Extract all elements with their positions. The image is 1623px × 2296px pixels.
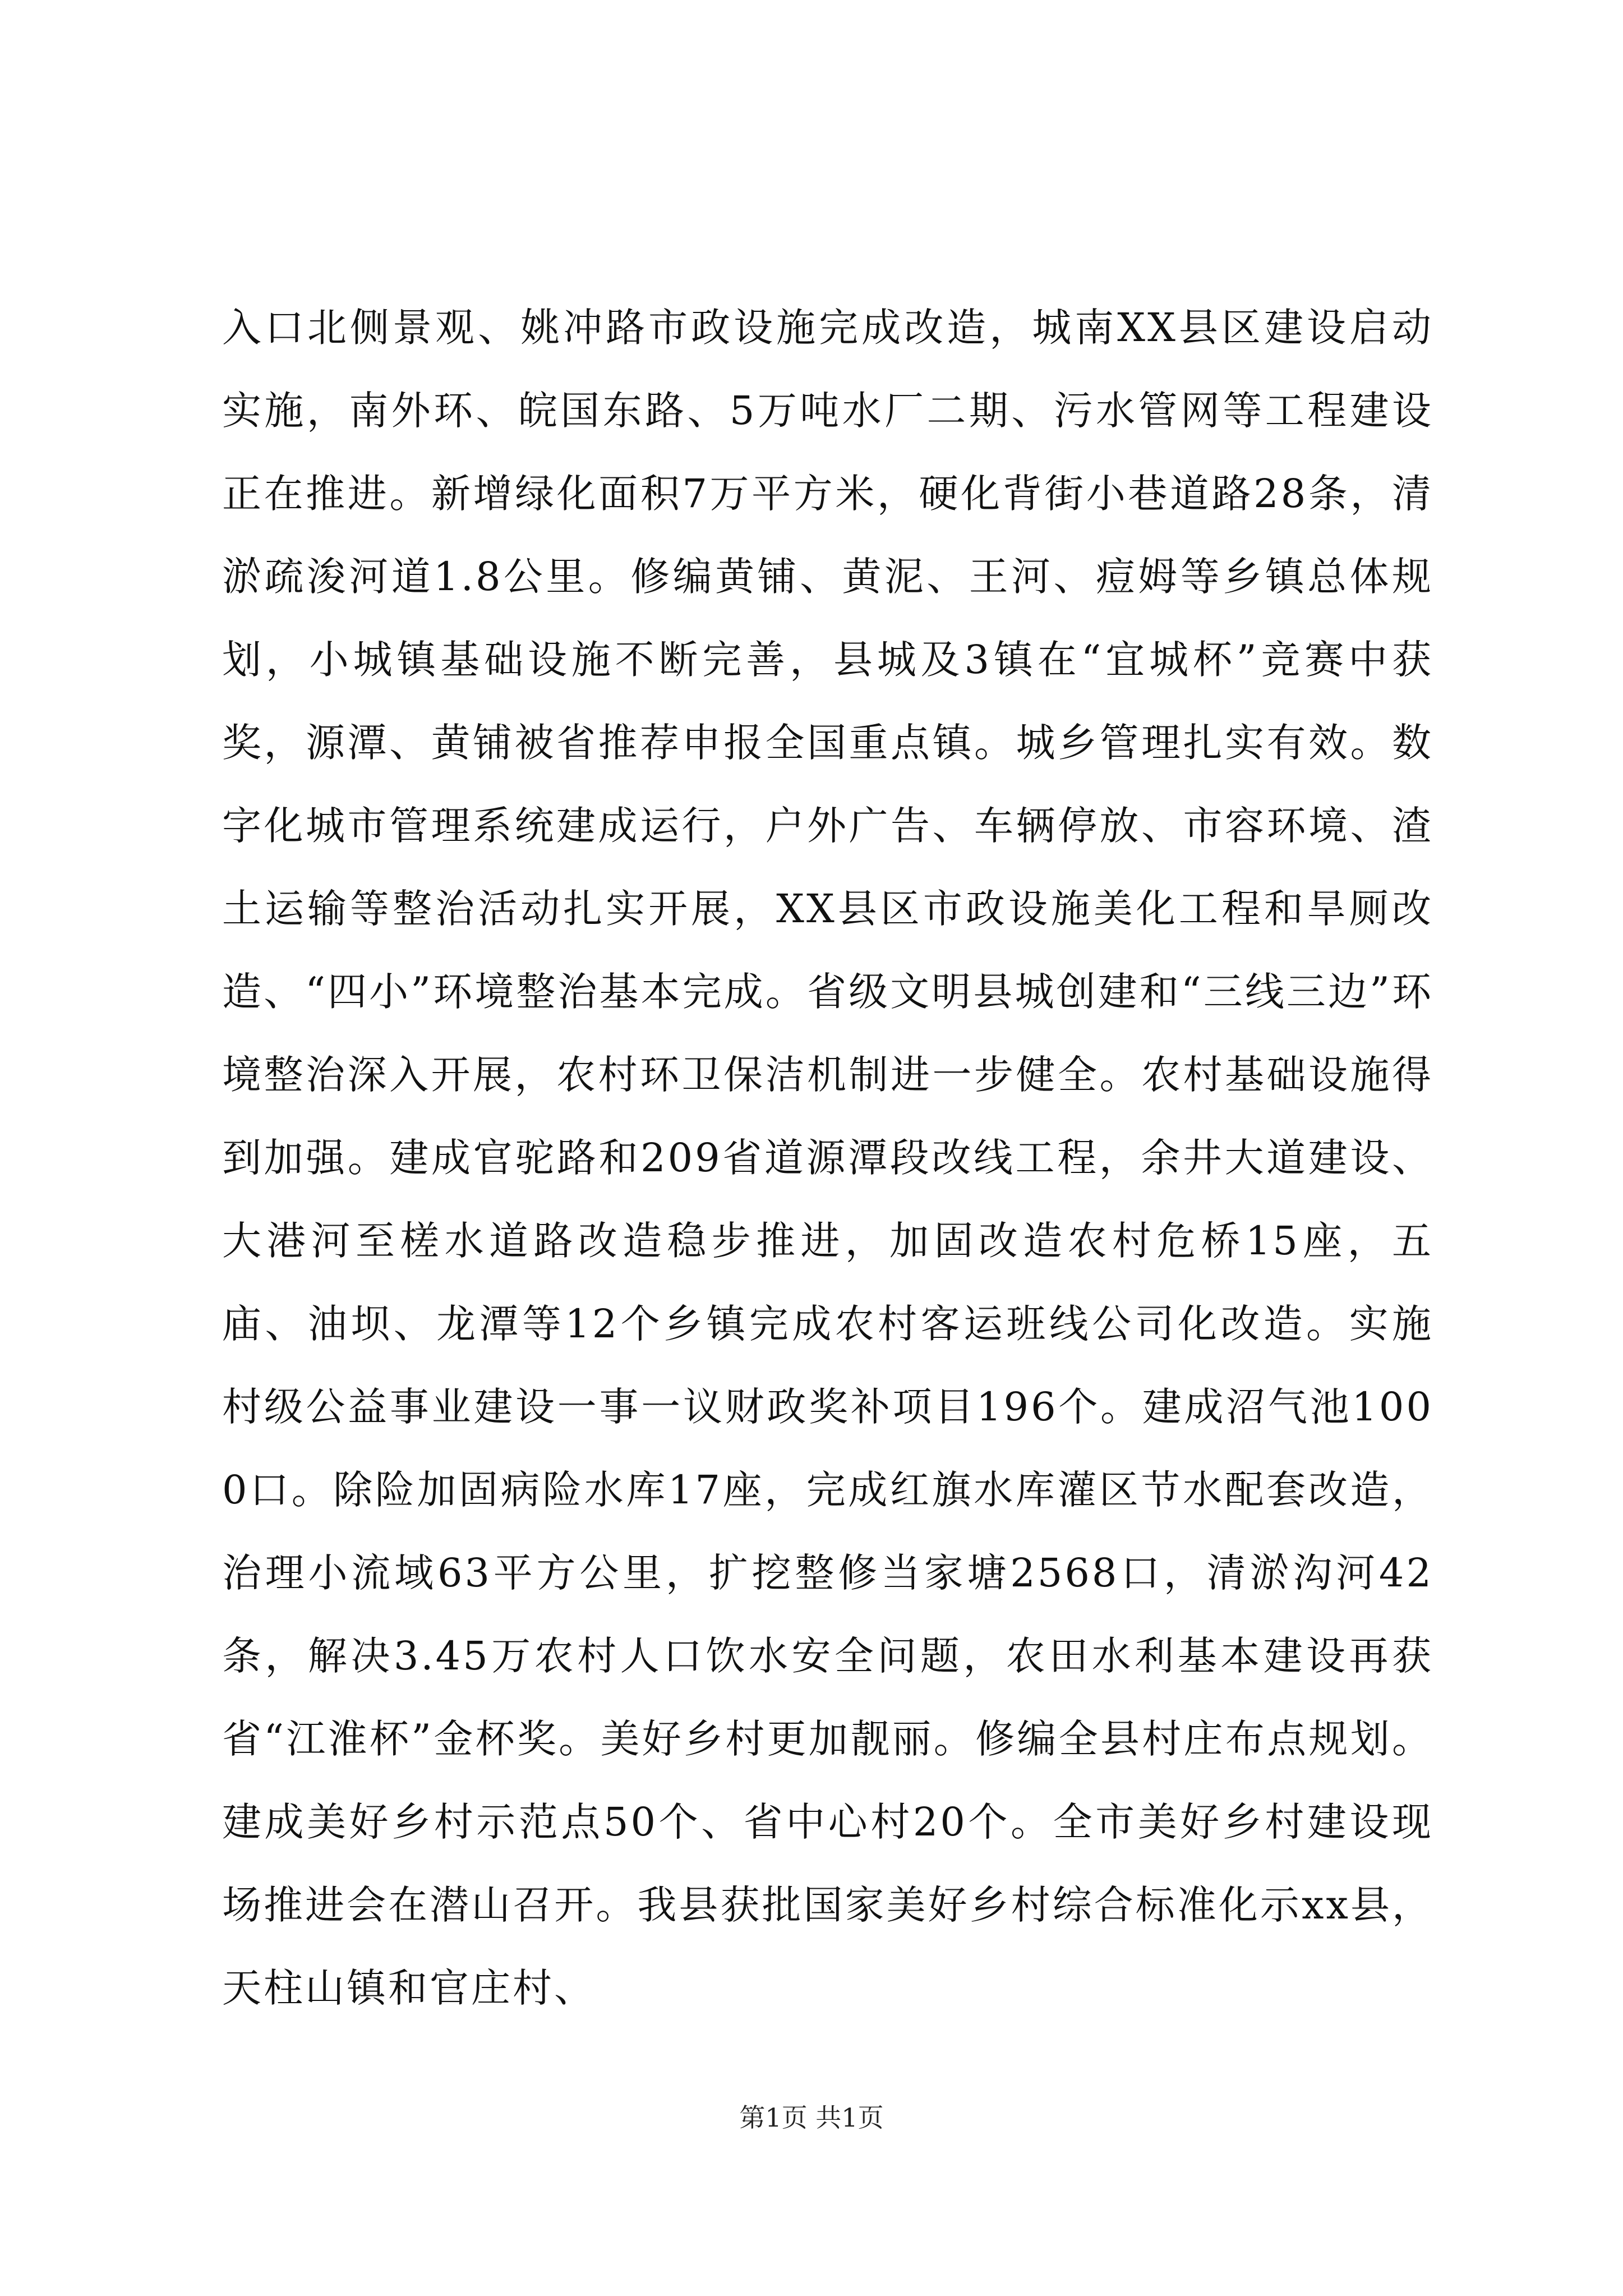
page-footer: 第1页 共1页 — [739, 2102, 884, 2133]
body-paragraph: 入口北侧景观、姚冲路市政设施完成改造，城南XX县区建设启动实施，南外环、皖国东路、5万吨水厂二期、污水管网等工程建设正在推进。新增绿化面积7万平方米，硬化背街小巷道路28条，清淤疏浚河道1.8公里。修编黄铺、黄泥、王河、痘姆等乡镇总体规划，小城镇基础设施不断完善，县城及3镇在“宜城杯”竞赛中获奖，源潭、黄铺被省推荐申报全国重点镇。城乡管理扎实有效。数字化城市管理系统建成运行，户外广告、车辆停放、市容环境、渣土运输等整治活动扎实开展，XX县区市政设施美化工程和旱厕改造、“四小”环境整治基本完成。省级文明县城创建和“三线三边”环境整治深入开展，农村环卫保洁机制进一步健全。农村基础设施得到加强。建成官驼路和209省道源潭段改线工程，余井大道建设、大港河至槎水道路改造稳步推进，加固改造农村危桥15座，五庙、油坝、龙潭等12个乡镇完成农村客运班线公司化改造。实施村级公益事业建设一事一议财政奖补项目196个。建成沼气池1000口。除险加固病险水库17座，完成红旗水库灌区节水配套改造，治理小流域63平方公里，扩挖整修当家塘2568口，清淤沟河42条，解决3.45万农村人口饮水安全问题，农田水利基本建设再获省“江淮杯”金杯奖。美好乡村更加靓丽。修编全县村庄布点规划。建成美好乡村示范点50个、省中心村20个。全市美好乡村建设现场推进会在潜山召开。我县获批国家美好乡村综合标准化示xx县，天柱山镇和官庄村、 — [222, 305, 1433, 2011]
